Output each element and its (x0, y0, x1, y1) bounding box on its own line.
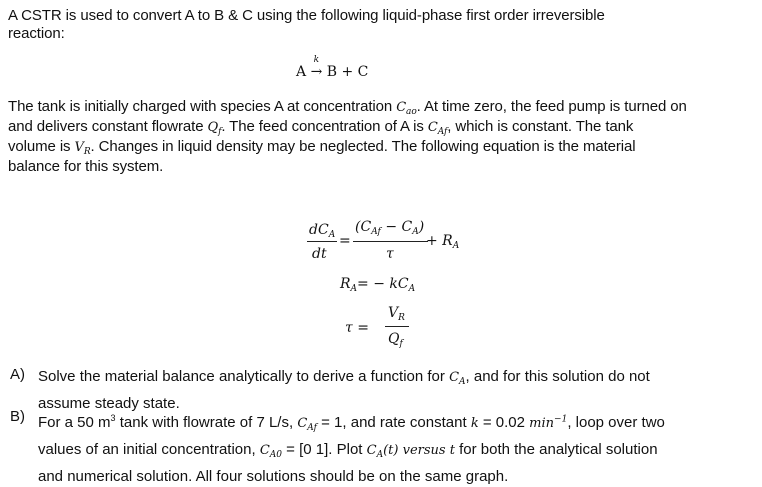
para2-line-1: The tank is initially charged with species A at concentration $C_{ao}$. At time zero, the feed pump is turned on (8, 98, 687, 117)
eq3-denominator: $Q_f$ (388, 331, 403, 349)
para2-line-4: balance for this system. (8, 158, 164, 175)
eq1-numerator: $dC_A$ (309, 222, 336, 240)
para2-line-2: and delivers constant flowrate $Q_f$. The feed concentration of A is $C_{Af}$, which is constant. The tank (8, 118, 634, 137)
part-b-label: B) (10, 408, 25, 425)
rate-constant-label: k (313, 55, 320, 65)
eq1-equals: = (339, 233, 351, 249)
intro-line-1: A CSTR is used to convert A to B & C using the following liquid-phase first order irreversible (8, 7, 605, 24)
eq3-lhs: τ = (345, 320, 369, 336)
rate-equation: $R_A= - kC_A$ (340, 276, 416, 294)
part-a-label: A) (10, 366, 25, 383)
eq1-numerator-2: $(C_{Af} - C_A)$ (355, 219, 425, 237)
part-a-text: Solve the material balance analytically to derive a function for $C_A$, and for this solution do not assume steady state. (38, 368, 650, 412)
eq1-denominator-2: τ (386, 246, 394, 262)
eq3-numerator: $V_R$ (388, 305, 405, 323)
eq1-reaction-term: + $R_A$ (426, 233, 460, 251)
reaction-equation: A k → B + C (296, 55, 369, 80)
part-b-text: For a 50 $m^3$ tank with flowrate of 7 L/s, $C_{Af} = 1$, and rate constant k = 0.02 $\min^{-1}$, loop over two values of an initial concentration, $C_{A0} = [0$ 1]. Plot $C_A(t)$ versus t for both the analytical solution and numerical solution. All four solutions should be on the same graph. (38, 413, 665, 485)
para2-line-3: volume is $V_R$. Changes in liquid density may be neglected. The following equation is the material (8, 138, 636, 157)
eq1-denominator: dt (312, 246, 327, 262)
intro-line-2: reaction: (8, 25, 65, 42)
